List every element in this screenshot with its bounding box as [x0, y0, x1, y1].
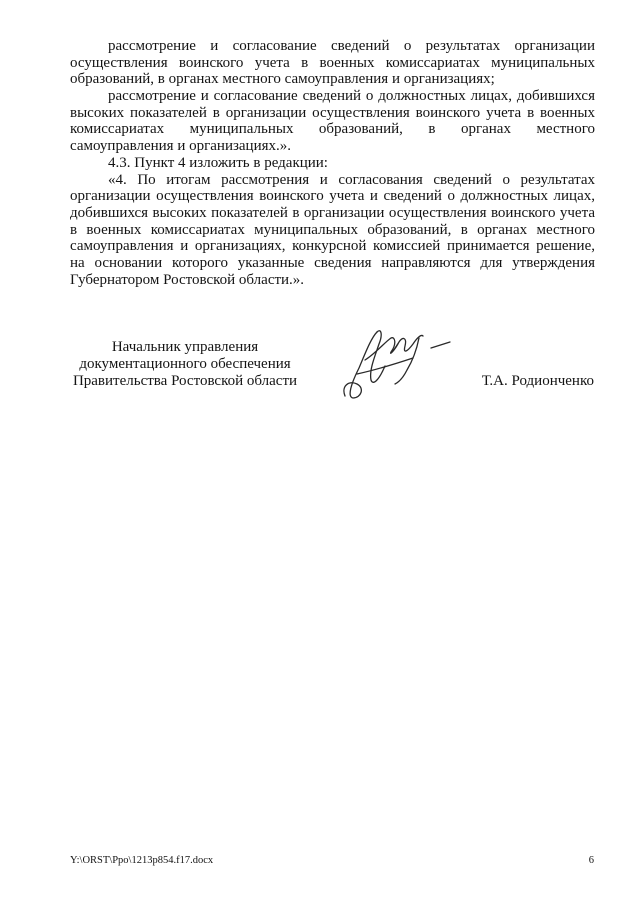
paragraph-line: добившихся высоких показателей в организации осуществления воинского учета [70, 204, 595, 221]
signatory-name: Т.А. Родионченко [481, 373, 594, 389]
paragraph-line: высоких показателей в организации осуществления воинского учета в военных [70, 104, 595, 121]
paragraph-line: осуществления воинского учета в военных комиссариатах муниципальных [70, 54, 595, 71]
paragraph-line: 4.3. Пункт 4 изложить в редакции: [108, 154, 328, 171]
paragraph-line: организации осуществления воинского учета и сведений о должностных лицах, [70, 188, 595, 205]
paragraph-line: самоуправления и организациях, конкурсной комиссией принимается решение, [70, 238, 595, 255]
paragraph-line: комиссариатах муниципальных образований, в органах местного [70, 121, 595, 138]
footer-file-path: Y:\ORST\Ppo\1213p854.f17.docx [70, 855, 214, 866]
paragraph [70, 88, 595, 155]
paragraph-line: на основании которого указанные сведения направляются для утверждения [70, 254, 595, 271]
paragraph-line: в военных комиссариатах муниципальных образований, в органах местного [70, 221, 595, 238]
handwritten-signature [335, 324, 460, 406]
signatory-position-line: Начальник управления [111, 339, 259, 355]
paragraph-line: Губернатором Ростовской области.». [70, 271, 305, 288]
signature-stroke [431, 342, 450, 348]
paragraph-clause-heading [70, 155, 595, 172]
signatory-position [70, 339, 300, 390]
footer-page-number: 6 [588, 855, 594, 866]
document-body [70, 38, 595, 288]
signatory-position-line: документационного обеспечения [79, 356, 291, 372]
signatory-position-line: Правительства Ростовской области [72, 373, 298, 389]
paragraph-line: самоуправления и организациях.». [70, 138, 292, 155]
paragraph [70, 172, 595, 289]
paragraph-line: рассмотрение и согласование сведений о должностных лицах, добившихся [108, 88, 595, 105]
paragraph-line: «4. По итогам рассмотрения и согласования сведений о результатах [108, 171, 595, 188]
paragraph-line: рассмотрение и согласование сведений о результатах организации [108, 38, 595, 54]
paragraph-line: образований, в органах местного самоуправления и организациях; [70, 71, 495, 88]
signature-stroke [395, 338, 419, 384]
paragraph [70, 38, 595, 88]
